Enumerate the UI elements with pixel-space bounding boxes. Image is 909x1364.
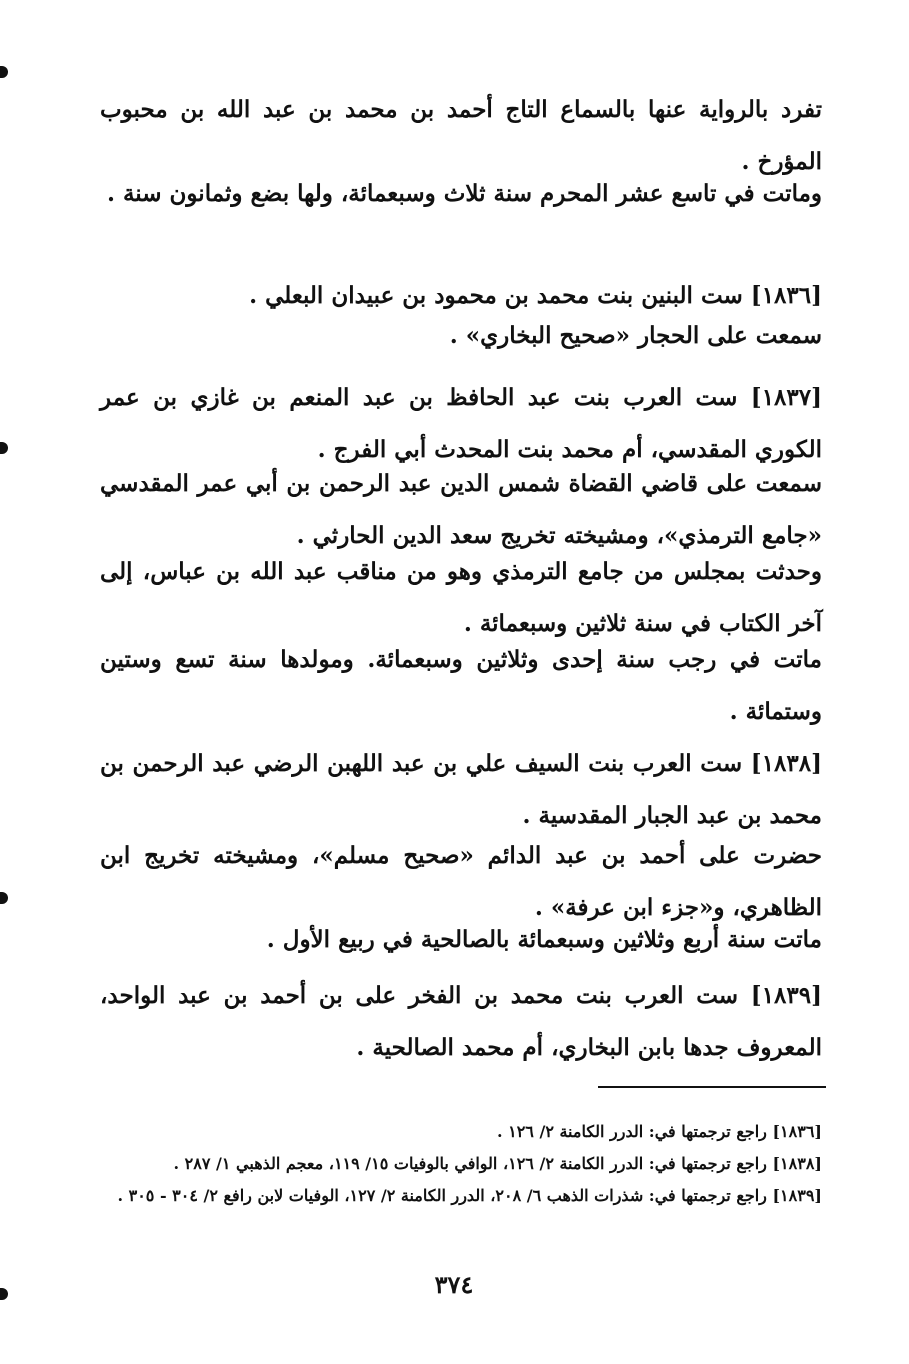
paragraph: تفرد بالرواية عنها بالسماع التاج أحمد بن محمد بن عبد الله بن محبوب المؤرخ . — [100, 96, 822, 175]
scan-edge-mark — [0, 1288, 8, 1300]
paragraph: ماتت في رجب سنة إحدى وثلاثين وسبعمائة. ومولدها سنة تسع وستين وستمائة . — [100, 646, 822, 725]
paragraph: سمعت على قاضي القضاة شمس الدين عبد الرحمن بن أبي عمر المقدسي «جامع الترمذي»، ومشيخته تخريج سعد الدين الحارثي . — [100, 470, 822, 549]
footnote: [١٨٣٨] راجع ترجمتها في: الدرر الكامنة ٢/ ١٢٦، الوافي بالوفيات ١٥/ ١١٩، معجم الذهبي ١/ ٢٨٧ . — [173, 1154, 822, 1173]
entry-heading: [١٨٣٨] ست العرب بنت السيف علي بن عبد اللهبن الرضي عبد الرحمن بن محمد بن عبد الجبار المقدسية . — [100, 750, 822, 829]
paragraph: وحدثت بمجلس من جامع الترمذي وهو من مناقب عبد الله بن عباس، إلى آخر الكتاب في سنة ثلاثين وسبعمائة . — [100, 558, 822, 637]
paragraph: ماتت سنة أربع وثلاثين وسبعمائة بالصالحية في ربيع الأول . — [266, 926, 822, 953]
paragraph: حضرت على أحمد بن عبد الدائم «صحيح مسلم»، ومشيخته تخريج ابن الظاهري، و«جزء ابن عرفة» . — [100, 842, 822, 921]
paragraph: سمعت على الحجار «صحيح البخاري» . — [449, 322, 822, 349]
scan-edge-mark — [0, 892, 8, 904]
footnote: [١٨٣٦] راجع ترجمتها في: الدرر الكامنة ٢/ ١٢٦ . — [496, 1122, 822, 1141]
page-number: ٣٧٤ — [434, 1270, 474, 1299]
entry-heading: [١٨٣٦] ست البنين بنت محمد بن محمود بن عبيدان البعلي . — [249, 282, 822, 309]
scan-edge-mark — [0, 66, 8, 78]
footnote: [١٨٣٩] راجع ترجمتها في: شذرات الذهب ٦/ ٢٠٨، الدرر الكامنة ٢/ ١٢٧، الوفيات لابن رافع ٢/ ٣٠٤ - ٣٠٥ . — [117, 1186, 822, 1205]
paragraph: وماتت في تاسع عشر المحرم سنة ثلاث وسبعمائة، ولها بضع وثمانون سنة . — [106, 180, 822, 207]
entry-heading: [١٨٣٧] ست العرب بنت عبد الحافظ بن عبد المنعم بن غازي بن عمر الكوري المقدسي، أم محمد بنت المحدث أبي الفرج . — [100, 384, 822, 463]
footnote-divider — [598, 1086, 826, 1088]
scan-edge-mark — [0, 442, 8, 454]
entry-heading: [١٨٣٩] ست العرب بنت محمد بن الفخر على بن أحمد بن عبد الواحد، المعروف جدها بابن البخاري، أم محمد الصالحية . — [100, 982, 822, 1061]
